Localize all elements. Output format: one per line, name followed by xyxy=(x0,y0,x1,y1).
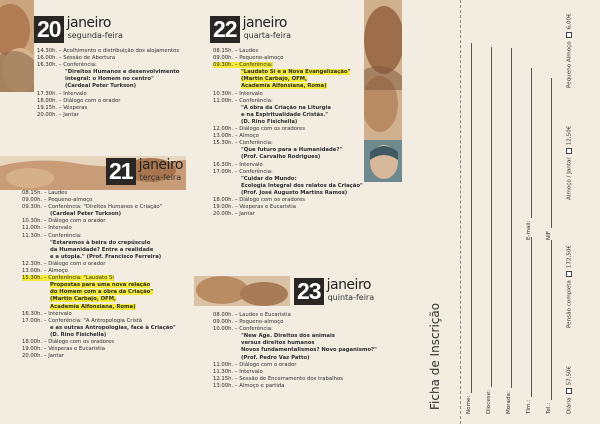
schedule-line xyxy=(37,98,179,105)
schedule-day-22 xyxy=(213,48,363,218)
name-field[interactable] xyxy=(466,43,472,414)
schedule-line xyxy=(22,261,176,268)
schedule-line xyxy=(213,326,377,333)
name-label: Nome: xyxy=(466,395,472,414)
nif-label: NIF xyxy=(546,230,552,240)
pensao-checkbox[interactable] xyxy=(566,271,572,277)
schedule-line xyxy=(213,362,377,369)
schedule-line-text: 09.00h. – Pequeno-almoço xyxy=(213,55,284,62)
schedule-line-text: e a utopia." (Prof. Francisco Ferreira) xyxy=(50,253,162,260)
schedule-line-text: 09.00h. – Pequeno-almoço xyxy=(22,197,93,204)
schedule-line-text: 17.30h. – Intervalo xyxy=(37,90,87,97)
email-field[interactable] xyxy=(526,68,532,240)
schedule-line-text: 20.00h. – Jantar xyxy=(22,353,64,360)
month-label: janeiro xyxy=(326,277,371,293)
schedule-line-text: (D. Rino Fisichella) xyxy=(50,331,107,338)
mobile-label: Tlm.: xyxy=(526,399,532,414)
option-almoco-price: 12,50€ xyxy=(566,125,573,146)
schedule-line xyxy=(213,347,377,354)
nif-field[interactable] xyxy=(546,78,552,240)
schedule-line-text: 13.00h. – Almoço xyxy=(22,268,68,275)
schedule-line xyxy=(22,353,176,360)
diocese-field[interactable] xyxy=(486,47,492,414)
day-name xyxy=(67,16,123,40)
schedule-line-text: 09.00h. – Pequeno-almoço xyxy=(213,319,284,326)
schedule-line xyxy=(213,126,363,133)
schedule-line xyxy=(213,98,363,105)
schedule-line-text: 20.00h. – Jantar xyxy=(213,211,255,218)
fresco-face-right xyxy=(364,140,402,182)
schedule-line-text: e as outras Antropologias, face à Criação" xyxy=(50,324,176,331)
schedule-line xyxy=(213,169,363,176)
schedule-line-text: (Martin Carbajo, OFM, xyxy=(241,76,307,83)
diaria-checkbox[interactable] xyxy=(566,388,572,394)
schedule-line-text: 17.00h. – Conferência: xyxy=(213,168,273,175)
schedule-line xyxy=(213,140,363,147)
schedule-day-23 xyxy=(213,312,377,390)
fresco-left-top xyxy=(0,0,34,92)
phone-label: Tel.: xyxy=(546,402,552,414)
schedule-line xyxy=(22,325,176,332)
day-name xyxy=(139,158,183,182)
schedule-line xyxy=(37,83,179,90)
day-header-21 xyxy=(106,158,183,185)
schedule-line-text: 18.00h. – Diálogo com o orador xyxy=(37,97,121,104)
day-number: 22 xyxy=(210,16,240,43)
schedule-line-text: "Que futuro para a Humanidade?" xyxy=(241,147,343,154)
schedule-line xyxy=(213,119,363,126)
schedule-line xyxy=(37,48,179,55)
weekday-label: segunda-feira xyxy=(67,31,123,40)
month-label: janeiro xyxy=(242,15,287,31)
schedule-line-text: 11.00h. – Diálogo com o orador xyxy=(213,361,297,368)
schedule-line-text: 12.00h. – Diálogo com os oradores xyxy=(213,126,306,133)
weekday-label: quinta-feira xyxy=(327,293,375,302)
schedule-line-text: 16.30h. – Intervalo xyxy=(213,161,263,168)
address-label: Morada: xyxy=(506,391,512,414)
schedule-line-text: 11.30h. – Intervalo xyxy=(213,368,263,375)
schedule-line-text: 11.00h. – Conferência: xyxy=(213,97,273,104)
day-number: 21 xyxy=(106,158,136,185)
schedule-line xyxy=(37,76,179,83)
schedule-line-text: "A obra da Criação na Liturgia xyxy=(241,104,331,111)
phone-field[interactable] xyxy=(546,240,552,414)
schedule-line-text: (Cardeal Peter Turkson) xyxy=(65,83,137,90)
schedule-line-text: 15.30h. – Conferência: "Laudato Si xyxy=(22,275,114,282)
schedule-line xyxy=(37,62,179,69)
schedule-line-text: 15.30h. – Conferência: xyxy=(213,140,273,147)
day-header-22 xyxy=(210,16,291,43)
schedule-line-text: 19.15h. – Vésperas xyxy=(37,104,88,111)
schedule-line-text: 19.00h. – Vésperas e Eucaristia xyxy=(22,346,105,353)
option-diaria-label: Diária xyxy=(566,397,573,414)
schedule-line xyxy=(213,340,377,347)
schedule-line-text: 09.30h. – Conferência: xyxy=(213,62,273,69)
schedule-line-text: 10.00h. – Conferência: xyxy=(213,326,273,333)
schedule-line xyxy=(213,91,363,98)
schedule-line-text: "New Age. Direitos dos animais xyxy=(241,333,335,340)
schedule-line xyxy=(213,147,363,154)
schedule-line xyxy=(213,376,377,383)
schedule-line-text: "Direitos Humanos e desenvolvimento xyxy=(65,69,180,76)
schedule-line-text: 16.00h. – Sessão de Abertura xyxy=(37,55,116,62)
schedule-line-text: 12.30h. – Diálogo com o orador xyxy=(22,260,106,267)
day-name xyxy=(327,278,375,302)
schedule-line-text: 19.00h. – Vésperas e Eucaristia xyxy=(213,204,296,211)
schedule-line xyxy=(22,318,176,325)
option-almoco-label: Almoço / Jantar xyxy=(566,157,573,200)
day-name xyxy=(243,16,291,40)
mobile-field[interactable] xyxy=(526,237,532,414)
schedule-line xyxy=(213,383,377,390)
schedule-line-text: 13.00h. – Almoço e partida xyxy=(213,382,285,389)
form-divider xyxy=(460,0,461,424)
schedule-line-text: 11.30h. – Conferência: xyxy=(22,232,82,239)
schedule-line xyxy=(213,190,363,197)
schedule-line xyxy=(22,296,176,303)
schedule-line xyxy=(22,225,176,232)
option-diaria[interactable] xyxy=(566,366,573,414)
schedule-line xyxy=(213,69,363,76)
diocese-label: Diocese: xyxy=(486,389,492,414)
schedule-line xyxy=(22,240,176,247)
option-pensao-label: Pensão completa xyxy=(566,280,573,328)
schedule-line xyxy=(213,76,363,83)
option-pequeno-label: Pequeno Almoço xyxy=(566,41,573,88)
fresco-top-right xyxy=(364,0,402,140)
schedule-line-text: (D. Rino Fisichella) xyxy=(241,118,298,125)
schedule-line xyxy=(22,304,176,311)
address-field[interactable] xyxy=(506,48,512,414)
schedule-day-21 xyxy=(22,190,176,360)
schedule-line-text: (Prof. Pedro Vaz Patto) xyxy=(241,354,310,361)
schedule-line-text: 08.00h. – Laudes e Eucaristia xyxy=(213,312,291,318)
schedule-line-text: Ecologia Integral dos relatos da Criação" xyxy=(241,182,363,189)
schedule-line xyxy=(22,204,176,211)
schedule-line xyxy=(213,204,363,211)
schedule-line-text: 09.30h. – Conferência: "Direitos Humanos e Criação" xyxy=(22,204,163,211)
schedule-line-text: (Prof. Carvalho Rodrigues) xyxy=(241,154,321,161)
schedule-line xyxy=(213,105,363,112)
day-number: 20 xyxy=(34,16,64,43)
schedule-line-text: (Prof. José Augusto Martins Ramos) xyxy=(241,189,348,196)
pequeno-checkbox[interactable] xyxy=(566,32,572,38)
schedule-line-text: integral: o Homem no centro" xyxy=(65,76,154,83)
email-label: E-mail: xyxy=(526,220,532,240)
schedule-line-text: 17.00h. – Conferência: "A Antropologia Cristã xyxy=(22,317,143,324)
schedule-line xyxy=(213,176,363,183)
schedule-line xyxy=(22,190,176,197)
schedule-line xyxy=(213,62,363,69)
weekday-label: quarta-feira xyxy=(243,31,292,40)
schedule-line xyxy=(213,48,363,55)
schedule-line xyxy=(37,112,179,119)
schedule-line xyxy=(37,105,179,112)
schedule-line xyxy=(213,312,377,319)
schedule-line xyxy=(22,218,176,225)
schedule-line-text: "Cuidar do Mundo: xyxy=(241,175,297,182)
schedule-line-text: 10.30h. – Intervalo xyxy=(213,90,263,97)
option-pequeno-price: 6,00€ xyxy=(566,13,573,30)
schedule-line xyxy=(37,91,179,98)
schedule-line xyxy=(22,311,176,318)
schedule-line-text: 18.00h. – Diálogo com os oradores xyxy=(213,196,306,203)
schedule-line-text: 08.15h. – Laudes xyxy=(213,48,259,54)
month-label: janeiro xyxy=(138,157,183,173)
option-diaria-price: 57,50€ xyxy=(566,365,573,386)
schedule-line xyxy=(22,339,176,346)
schedule-line xyxy=(22,233,176,240)
schedule-line-text: Propostas para uma nova relação xyxy=(50,282,151,289)
schedule-line xyxy=(213,369,377,376)
schedule-line-text: 12.15h. – Sessão de Encerramento dos trabalhos xyxy=(213,375,343,382)
schedule-line-text: versus direitos humanos xyxy=(241,340,315,347)
schedule-line-text: da Humanidade? Entre a realidade xyxy=(50,246,154,253)
schedule-line xyxy=(213,162,363,169)
schedule-line-text: "Estaremos à beira do crepúsculo xyxy=(50,239,151,246)
option-pequeno[interactable] xyxy=(566,13,573,88)
schedule-line xyxy=(213,112,363,119)
fresco-bottom-mid xyxy=(194,276,290,306)
schedule-line-text: e na Espiritualidade Cristãs." xyxy=(241,111,329,118)
schedule-line-text: 14.30h. – Acolhimento e distribuição dos alojamentos xyxy=(37,48,180,54)
schedule-line xyxy=(213,211,363,218)
schedule-line xyxy=(213,154,363,161)
schedule-line-text: 16.30h. – Conferência: xyxy=(37,62,97,69)
almoco-checkbox[interactable] xyxy=(566,148,572,154)
schedule-line-text: 13.00h. – Almoço xyxy=(213,133,259,140)
option-almoco[interactable] xyxy=(566,126,573,200)
schedule-line xyxy=(213,183,363,190)
day-number: 23 xyxy=(294,278,324,305)
schedule-line-text: do Homem com a obra da Criação" xyxy=(50,289,154,296)
schedule-line xyxy=(22,275,176,282)
weekday-label: terça-feira xyxy=(139,173,182,182)
schedule-line xyxy=(22,332,176,339)
form-title: Ficha de Inscrição xyxy=(428,302,442,410)
schedule-line-text: 20.00h. – Jantar xyxy=(37,111,79,118)
option-pensao-price: 172,50€ xyxy=(566,245,573,269)
option-pensao[interactable] xyxy=(566,245,573,328)
schedule-line-text: 10.30h. – Diálogo com o orador xyxy=(22,218,106,225)
schedule-line xyxy=(22,289,176,296)
day-header-23 xyxy=(294,278,374,305)
schedule-line xyxy=(213,83,363,90)
schedule-line xyxy=(22,247,176,254)
schedule-line-text: 18.00h. – Diálogo com os oradores xyxy=(22,338,115,345)
schedule-line xyxy=(37,69,179,76)
schedule-line-text: Academia Alfonsiana, Roma) xyxy=(241,83,327,90)
schedule-line-text: "Laudato Si e a Nova Evangelização" xyxy=(241,69,351,76)
schedule-line xyxy=(213,333,377,340)
schedule-line xyxy=(22,254,176,261)
schedule-line xyxy=(213,197,363,204)
schedule-line xyxy=(22,346,176,353)
schedule-line-text: 16.30h. – Intervalo xyxy=(22,310,72,317)
schedule-line-text: (Cardeal Peter Turkson) xyxy=(50,211,122,218)
schedule-line xyxy=(213,355,377,362)
schedule-line xyxy=(22,282,176,289)
schedule-line-text: (Martin Carbajo, OFM, xyxy=(50,296,116,303)
schedule-line-text: 11.00h. – Intervalo xyxy=(22,225,72,232)
schedule-line-text: 08.15h. – Laudes xyxy=(22,190,68,196)
schedule-day-20 xyxy=(37,48,179,119)
day-header-20 xyxy=(34,16,123,43)
schedule-line-text: Academia Alfonsiana, Roma) xyxy=(50,303,136,310)
schedule-line-text: Novos fundamentalismos? Novo paganismo?" xyxy=(241,347,377,354)
month-label: janeiro xyxy=(66,15,111,31)
